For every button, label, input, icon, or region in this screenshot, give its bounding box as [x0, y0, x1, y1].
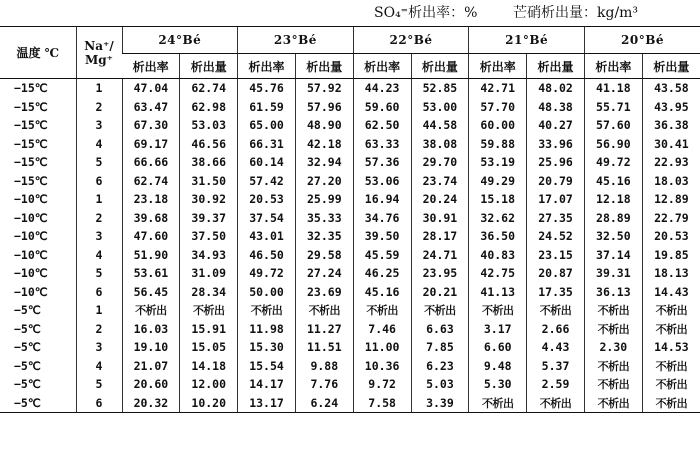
cell-amount: 20.21	[411, 283, 469, 302]
cell-rate: 62.74	[122, 172, 180, 191]
cell-rate: 不析出	[584, 394, 642, 413]
cell-rate: 53.06	[353, 172, 411, 191]
cell-amount: 11.27	[295, 320, 353, 339]
table-body	[0, 79, 700, 413]
cell-rate: 47.04	[122, 79, 180, 98]
cell-rate: 34.76	[353, 209, 411, 228]
cell-amount: 不析出	[295, 301, 353, 320]
cell-amount: 20.24	[411, 190, 469, 209]
table-row	[0, 190, 700, 209]
cell-amount: 5.03	[411, 375, 469, 394]
header-precipitation-amount: 析出量	[295, 54, 353, 79]
cell-amount: 39.37	[180, 209, 238, 228]
cell-temperature: −15℃	[14, 81, 48, 96]
cell-rate: 41.18	[584, 79, 642, 98]
cell-ratio: 5	[76, 153, 122, 172]
cell-rate: 56.90	[584, 135, 642, 154]
cell-rate: 不析出	[584, 320, 642, 339]
cell-amount: 42.18	[295, 135, 353, 154]
cell-amount: 31.09	[180, 264, 238, 283]
cell-rate: 49.72	[238, 264, 296, 283]
cell-amount: 不析出	[527, 394, 585, 413]
cell-amount: 7.85	[411, 338, 469, 357]
cell-amount: 36.38	[642, 116, 700, 135]
cell-temperature: −15℃	[14, 99, 48, 114]
cell-ratio: 1	[76, 190, 122, 209]
header-group-0: 24°Bé	[122, 27, 238, 54]
cell-amount: 25.96	[527, 153, 585, 172]
cell-rate: 63.33	[353, 135, 411, 154]
cell-rate: 2.30	[584, 338, 642, 357]
cell-amount: 不析出	[180, 301, 238, 320]
cell-rate: 20.53	[238, 190, 296, 209]
cell-temperature: −15℃	[14, 173, 48, 188]
cell-rate: 60.14	[238, 153, 296, 172]
cell-rate: 62.50	[353, 116, 411, 135]
table-row	[0, 227, 700, 246]
cell-amount: 18.03	[642, 172, 700, 191]
cell-temperature: −10℃	[14, 192, 48, 207]
header-precipitation-rate: 析出率	[238, 54, 296, 79]
cell-amount: 不析出	[642, 375, 700, 394]
header-group-3: 21°Bé	[469, 27, 585, 54]
cell-rate: 不析出	[584, 301, 642, 320]
cell-amount: 43.95	[642, 98, 700, 117]
cell-ratio: 2	[76, 98, 122, 117]
cell-amount: 6.23	[411, 357, 469, 376]
cell-rate: 6.60	[469, 338, 527, 357]
cell-temperature: −10℃	[14, 210, 48, 225]
cell-ratio: 4	[76, 135, 122, 154]
header-precipitation-amount: 析出量	[642, 54, 700, 79]
cell-amount: 62.98	[180, 98, 238, 117]
cell-ratio: 5	[76, 264, 122, 283]
cell-amount: 48.38	[527, 98, 585, 117]
cell-rate: 16.94	[353, 190, 411, 209]
header-precipitation-amount: 析出量	[411, 54, 469, 79]
cell-rate: 36.50	[469, 227, 527, 246]
cell-rate: 47.60	[122, 227, 180, 246]
cell-amount: 30.41	[642, 135, 700, 154]
cell-ratio: 5	[76, 375, 122, 394]
cell-rate: 13.17	[238, 394, 296, 413]
cell-rate: 45.16	[584, 172, 642, 191]
cell-rate: 57.60	[584, 116, 642, 135]
cell-temperature: −5℃	[14, 321, 41, 336]
cell-amount: 28.17	[411, 227, 469, 246]
cell-rate: 39.31	[584, 264, 642, 283]
cell-rate: 40.83	[469, 246, 527, 265]
header-na-mg-ratio: Na⁺/ Mg⁺	[76, 27, 122, 79]
cell-ratio: 1	[76, 79, 122, 98]
cell-amount: 48.90	[295, 116, 353, 135]
cell-amount: 44.58	[411, 116, 469, 135]
cell-rate: 28.89	[584, 209, 642, 228]
cell-amount: 不析出	[411, 301, 469, 320]
cell-ratio: 2	[76, 209, 122, 228]
table-row	[0, 209, 700, 228]
cell-amount: 62.74	[180, 79, 238, 98]
cell-rate: 42.75	[469, 264, 527, 283]
cell-amount: 37.50	[180, 227, 238, 246]
cell-temperature: −15℃	[14, 118, 48, 133]
cell-rate: 66.66	[122, 153, 180, 172]
cell-rate: 32.50	[584, 227, 642, 246]
cell-amount: 20.87	[527, 264, 585, 283]
header-temperature: 温度 ℃	[0, 27, 76, 79]
cell-rate: 51.90	[122, 246, 180, 265]
cell-amount: 32.94	[295, 153, 353, 172]
cell-amount: 33.96	[527, 135, 585, 154]
cell-amount: 29.70	[411, 153, 469, 172]
cell-temperature: −5℃	[14, 340, 41, 355]
table-row	[0, 301, 700, 320]
header-group-4: 20°Bé	[584, 27, 700, 54]
cell-amount: 52.85	[411, 79, 469, 98]
cell-rate: 20.60	[122, 375, 180, 394]
cell-rate: 59.60	[353, 98, 411, 117]
cell-ratio: 6	[76, 283, 122, 302]
cell-rate: 49.72	[584, 153, 642, 172]
cell-rate: 37.14	[584, 246, 642, 265]
cell-rate: 39.50	[353, 227, 411, 246]
cell-amount: 57.96	[295, 98, 353, 117]
cell-rate: 65.00	[238, 116, 296, 135]
table-row	[0, 338, 700, 357]
cell-ratio: 3	[76, 338, 122, 357]
header-precipitation-rate: 析出率	[353, 54, 411, 79]
cell-temperature: −10℃	[14, 229, 48, 244]
cell-rate: 不析出	[122, 301, 180, 320]
cell-temperature: −5℃	[14, 303, 41, 318]
cell-rate: 41.13	[469, 283, 527, 302]
cell-ratio: 6	[76, 172, 122, 191]
cell-amount: 10.20	[180, 394, 238, 413]
cell-amount: 12.89	[642, 190, 700, 209]
cell-amount: 15.91	[180, 320, 238, 339]
cell-rate: 45.16	[353, 283, 411, 302]
cell-rate: 56.45	[122, 283, 180, 302]
cell-rate: 9.48	[469, 357, 527, 376]
table-row	[0, 153, 700, 172]
cell-rate: 不析出	[584, 375, 642, 394]
unit-amount-note: 芒硝析出量：kg/m³	[513, 5, 639, 21]
cell-amount: 43.58	[642, 79, 700, 98]
cell-rate: 49.29	[469, 172, 527, 191]
header-precipitation-rate: 析出率	[584, 54, 642, 79]
cell-rate: 32.62	[469, 209, 527, 228]
cell-amount: 48.02	[527, 79, 585, 98]
cell-rate: 53.19	[469, 153, 527, 172]
table-row	[0, 135, 700, 154]
cell-rate: 不析出	[584, 357, 642, 376]
cell-rate: 66.31	[238, 135, 296, 154]
cell-ratio: 4	[76, 246, 122, 265]
cell-amount: 不析出	[642, 394, 700, 413]
cell-amount: 不析出	[642, 320, 700, 339]
cell-amount: 23.95	[411, 264, 469, 283]
cell-amount: 14.18	[180, 357, 238, 376]
cell-amount: 24.52	[527, 227, 585, 246]
header-group-2: 22°Bé	[353, 27, 469, 54]
cell-rate: 12.18	[584, 190, 642, 209]
cell-amount: 24.71	[411, 246, 469, 265]
cell-ratio: 3	[76, 116, 122, 135]
cell-rate: 63.47	[122, 98, 180, 117]
cell-amount: 28.34	[180, 283, 238, 302]
cell-rate: 7.58	[353, 394, 411, 413]
table-row	[0, 79, 700, 98]
cell-amount: 18.13	[642, 264, 700, 283]
cell-amount: 15.05	[180, 338, 238, 357]
precipitation-table	[0, 26, 700, 413]
cell-rate: 45.76	[238, 79, 296, 98]
cell-rate: 不析出	[238, 301, 296, 320]
table-row	[0, 264, 700, 283]
cell-amount: 7.76	[295, 375, 353, 394]
cell-rate: 3.17	[469, 320, 527, 339]
cell-amount: 6.24	[295, 394, 353, 413]
cell-amount: 46.56	[180, 135, 238, 154]
cell-rate: 44.23	[353, 79, 411, 98]
cell-rate: 57.42	[238, 172, 296, 191]
cell-amount: 38.66	[180, 153, 238, 172]
cell-amount: 14.43	[642, 283, 700, 302]
cell-rate: 15.18	[469, 190, 527, 209]
cell-rate: 59.88	[469, 135, 527, 154]
cell-ratio: 2	[76, 320, 122, 339]
table-row	[0, 246, 700, 265]
cell-ratio: 6	[76, 394, 122, 413]
cell-amount: 40.27	[527, 116, 585, 135]
cell-rate: 不析出	[353, 301, 411, 320]
header-precipitation-rate: 析出率	[469, 54, 527, 79]
cell-rate: 46.50	[238, 246, 296, 265]
cell-rate: 11.98	[238, 320, 296, 339]
cell-rate: 43.01	[238, 227, 296, 246]
cell-rate: 5.30	[469, 375, 527, 394]
cell-amount: 29.58	[295, 246, 353, 265]
table-row	[0, 116, 700, 135]
header-group-1: 23°Bé	[238, 27, 354, 54]
cell-temperature: −15℃	[14, 155, 48, 170]
header-precipitation-amount: 析出量	[527, 54, 585, 79]
cell-rate: 57.36	[353, 153, 411, 172]
table-row	[0, 394, 700, 413]
cell-temperature: −5℃	[14, 377, 41, 392]
cell-amount: 17.07	[527, 190, 585, 209]
cell-rate: 15.54	[238, 357, 296, 376]
cell-amount: 23.69	[295, 283, 353, 302]
table-row	[0, 283, 700, 302]
cell-amount: 19.85	[642, 246, 700, 265]
cell-rate: 67.30	[122, 116, 180, 135]
cell-amount: 12.00	[180, 375, 238, 394]
cell-amount: 53.00	[411, 98, 469, 117]
cell-amount: 30.92	[180, 190, 238, 209]
cell-ratio: 3	[76, 227, 122, 246]
cell-amount: 23.15	[527, 246, 585, 265]
cell-amount: 34.93	[180, 246, 238, 265]
cell-amount: 6.63	[411, 320, 469, 339]
cell-rate: 20.32	[122, 394, 180, 413]
cell-amount: 20.53	[642, 227, 700, 246]
cell-amount: 不析出	[527, 301, 585, 320]
table-row	[0, 172, 700, 191]
cell-rate: 39.68	[122, 209, 180, 228]
cell-rate: 23.18	[122, 190, 180, 209]
cell-rate: 37.54	[238, 209, 296, 228]
cell-amount: 57.92	[295, 79, 353, 98]
cell-rate: 53.61	[122, 264, 180, 283]
cell-amount: 27.24	[295, 264, 353, 283]
cell-ratio: 1	[76, 301, 122, 320]
header-precipitation-rate: 析出率	[122, 54, 180, 79]
cell-amount: 不析出	[642, 357, 700, 376]
cell-rate: 不析出	[469, 301, 527, 320]
cell-amount: 32.35	[295, 227, 353, 246]
cell-amount: 11.51	[295, 338, 353, 357]
cell-rate: 50.00	[238, 283, 296, 302]
cell-rate: 36.13	[584, 283, 642, 302]
cell-amount: 38.08	[411, 135, 469, 154]
cell-rate: 11.00	[353, 338, 411, 357]
cell-temperature: −10℃	[14, 284, 48, 299]
cell-rate: 14.17	[238, 375, 296, 394]
cell-rate: 46.25	[353, 264, 411, 283]
table-row	[0, 357, 700, 376]
cell-temperature: −5℃	[0, 394, 76, 413]
cell-rate: 7.46	[353, 320, 411, 339]
cell-amount: 31.50	[180, 172, 238, 191]
cell-amount: 22.93	[642, 153, 700, 172]
cell-rate: 45.59	[353, 246, 411, 265]
cell-amount: 17.35	[527, 283, 585, 302]
cell-amount: 22.79	[642, 209, 700, 228]
cell-rate: 不析出	[469, 394, 527, 413]
unit-rate-note: SO₄⁼析出率：%	[374, 5, 478, 21]
header-precipitation-amount: 析出量	[180, 54, 238, 79]
cell-amount: 不析出	[642, 301, 700, 320]
cell-rate: 69.17	[122, 135, 180, 154]
cell-amount: 9.88	[295, 357, 353, 376]
cell-rate: 55.71	[584, 98, 642, 117]
table-caption	[0, 2, 700, 24]
cell-amount: 4.43	[527, 338, 585, 357]
cell-amount: 23.74	[411, 172, 469, 191]
cell-temperature: −10℃	[14, 247, 48, 262]
cell-rate: 9.72	[353, 375, 411, 394]
cell-rate: 15.30	[238, 338, 296, 357]
cell-ratio: 4	[76, 357, 122, 376]
cell-rate: 61.59	[238, 98, 296, 117]
cell-amount: 25.99	[295, 190, 353, 209]
cell-temperature: −10℃	[14, 266, 48, 281]
cell-rate: 60.00	[469, 116, 527, 135]
cell-temperature: −5℃	[14, 358, 41, 373]
cell-amount: 35.33	[295, 209, 353, 228]
cell-amount: 2.66	[527, 320, 585, 339]
cell-amount: 27.20	[295, 172, 353, 191]
table-row	[0, 375, 700, 394]
cell-rate: 21.07	[122, 357, 180, 376]
cell-amount: 27.35	[527, 209, 585, 228]
cell-rate: 16.03	[122, 320, 180, 339]
cell-amount: 5.37	[527, 357, 585, 376]
cell-amount: 2.59	[527, 375, 585, 394]
table-row	[0, 98, 700, 117]
cell-amount: 3.39	[411, 394, 469, 413]
cell-rate: 19.10	[122, 338, 180, 357]
cell-amount: 30.91	[411, 209, 469, 228]
cell-amount: 20.79	[527, 172, 585, 191]
cell-temperature: −15℃	[14, 136, 48, 151]
cell-rate: 42.71	[469, 79, 527, 98]
cell-amount: 14.53	[642, 338, 700, 357]
table-header	[0, 27, 700, 79]
cell-rate: 57.70	[469, 98, 527, 117]
table-row	[0, 320, 700, 339]
cell-amount: 53.03	[180, 116, 238, 135]
cell-rate: 10.36	[353, 357, 411, 376]
